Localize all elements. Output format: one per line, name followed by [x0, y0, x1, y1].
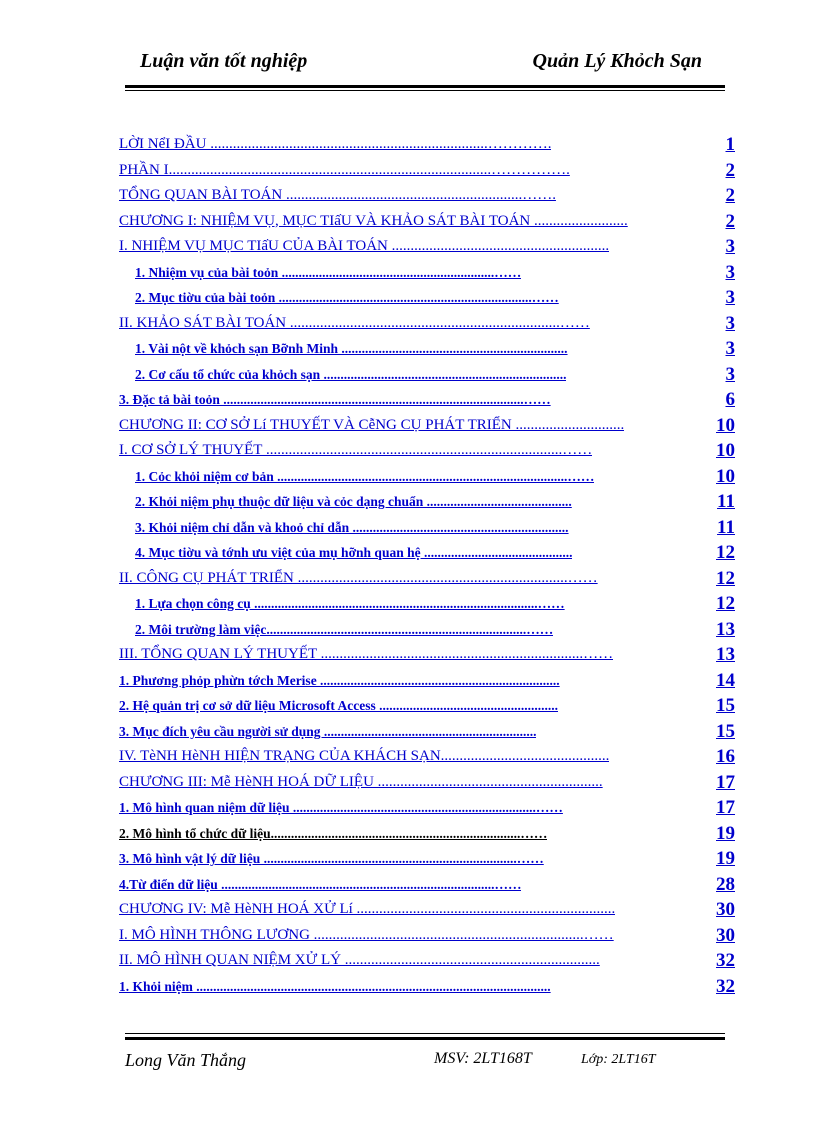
toc-page-number[interactable]: 2: [725, 210, 735, 232]
toc-page-number[interactable]: 32: [716, 975, 735, 997]
toc-entry[interactable]: [119, 489, 735, 515]
toc-page-number[interactable]: 3: [725, 338, 735, 359]
toc-entry-link[interactable]: II. KHẢO SÁT BÀI TOÁN ........................................................................……: [119, 314, 590, 331]
toc-entry-link[interactable]: IV. TèNH HèNH HIỆN TRẠNG CỦA KHÁCH SẠN.............................................: [119, 748, 610, 764]
toc-entry[interactable]: [119, 744, 735, 770]
toc-page-number[interactable]: 15: [716, 720, 735, 742]
toc-entry[interactable]: [119, 591, 735, 617]
toc-entry-link[interactable]: 3. Khỏi niệm chỉ dẫn và khoỏ chỉ dẫn ................................................................: [135, 519, 569, 535]
toc-entry[interactable]: [119, 770, 735, 796]
toc-page-number[interactable]: 15: [716, 695, 735, 716]
toc-entry[interactable]: [119, 311, 735, 337]
toc-entry-link[interactable]: CHƯƠNG II: CƠ SỞ Lí THUYẾT VÀ CễNG CỤ PHÁT TRIỂN .............................: [119, 416, 625, 433]
toc-page-number[interactable]: 14: [716, 669, 735, 691]
toc-entry-link[interactable]: CHƯƠNG IV: Mễ HèNH HOÁ XỬ Lí .....................................................................: [119, 901, 616, 917]
toc-page-number[interactable]: 1: [725, 134, 735, 155]
toc-entry-link[interactable]: 4.Từ điển dữ liệu .................................................................................……: [119, 876, 522, 892]
toc-entry[interactable]: [119, 234, 735, 260]
toc-entry[interactable]: [119, 132, 735, 158]
toc-entry[interactable]: [119, 413, 735, 439]
toc-page-number[interactable]: 3: [725, 287, 735, 308]
toc-page-number[interactable]: 28: [716, 873, 735, 895]
footer-author: Long Văn Thắng: [125, 1050, 247, 1070]
page-header: [140, 50, 702, 78]
toc-page-number[interactable]: 3: [725, 312, 735, 334]
toc-entry[interactable]: [119, 438, 735, 464]
footer-class: Lớp: 2LT16T: [581, 1052, 656, 1067]
toc-page-number[interactable]: 32: [716, 950, 735, 971]
toc-entry[interactable]: [119, 693, 735, 719]
toc-entry[interactable]: [119, 183, 735, 209]
footer-student-id: MSV: 2LT168T: [434, 1050, 532, 1067]
toc-entry-link[interactable]: 2. Mô hình tổ chức dữ liệu..........................................................................……: [119, 825, 548, 841]
toc-entry-link[interactable]: 2. Cơ cấu tổ chức của khỏch sạn ........................................................................: [135, 366, 567, 382]
toc-entry-link[interactable]: CHƯƠNG I: NHIỆM VỤ, MỤC TIấU VÀ KHẢO SÁT BÀI TOÁN .........................: [119, 212, 628, 229]
toc-entry[interactable]: [119, 821, 735, 847]
toc-entry[interactable]: [119, 974, 735, 1000]
toc-entry[interactable]: [119, 336, 735, 362]
toc-entry[interactable]: [119, 362, 735, 388]
toc-page-number[interactable]: 30: [716, 899, 735, 920]
footer-rule-thick: [125, 1037, 725, 1040]
toc-page-number[interactable]: 10: [716, 440, 735, 461]
toc-page-number[interactable]: 16: [716, 746, 735, 767]
header-rule-thin: [125, 90, 725, 91]
page-footer: [125, 1050, 725, 1074]
table-of-contents: [119, 132, 735, 999]
toc-page-number[interactable]: 12: [716, 542, 735, 563]
toc-entry[interactable]: [119, 719, 735, 745]
footer-rule-thin: [125, 1033, 725, 1034]
toc-entry[interactable]: [119, 642, 735, 668]
toc-entry[interactable]: [119, 387, 735, 413]
toc-entry-link[interactable]: 1. Lựa chọn công cụ ....................................................................................……: [135, 596, 565, 611]
toc-entry-link[interactable]: 2. Khỏi niệm phụ thuộc dữ liệu và cỏc dạng chuẩn ...........................................: [135, 494, 572, 509]
toc-entry-link[interactable]: PHẦN I......................................................................................…………….: [119, 161, 570, 178]
toc-entry-link[interactable]: LỜI NểI ĐẦU ..........................................................................………….: [119, 136, 552, 152]
toc-entry-link[interactable]: I. MÔ HÌNH THÔNG LƯƠNG ........................................................................……: [119, 926, 614, 943]
toc-page-number[interactable]: 12: [716, 567, 735, 589]
toc-entry-link[interactable]: 3. Mô hình vật lý dữ liệu ...........................................................................……: [119, 851, 544, 866]
toc-page-number[interactable]: 3: [725, 363, 735, 385]
toc-entry[interactable]: [119, 948, 735, 974]
toc-page-number[interactable]: 13: [716, 618, 735, 640]
toc-entry-link[interactable]: 1. Khỏi niệm .........................................................................................................: [119, 978, 551, 994]
toc-entry-link[interactable]: II. MÔ HÌNH QUAN NIỆM XỬ LÝ ....................................................................: [119, 952, 600, 968]
toc-entry-link[interactable]: 2. Hệ quản trị cơ sở dữ liệu Microsoft Access .....................................................: [119, 698, 559, 713]
toc-entry[interactable]: [119, 668, 735, 694]
header-thesis-title: Luận văn tốt nghiệp: [140, 50, 308, 72]
toc-entry-link[interactable]: 1. Cỏc khỏi niệm cơ bản ......................................................................................……: [135, 468, 595, 484]
toc-entry[interactable]: [119, 515, 735, 541]
toc-entry[interactable]: [119, 209, 735, 235]
toc-entry-link[interactable]: 4. Mục tiờu và tớnh ưu việt của mụ hỡnh quan hệ ............................................: [135, 545, 573, 560]
toc-entry[interactable]: [119, 260, 735, 286]
toc-entry[interactable]: [119, 872, 735, 898]
toc-entry-link[interactable]: III. TỔNG QUAN LÝ THUYẾT ......................................................................……: [119, 646, 614, 662]
toc-page-number[interactable]: 10: [716, 465, 735, 487]
toc-page-number[interactable]: 11: [717, 516, 735, 538]
toc-entry-link[interactable]: CHƯƠNG III: Mễ HèNH HOÁ DỮ LIỆU ............................................................: [119, 773, 603, 790]
toc-page-number[interactable]: 19: [716, 822, 735, 844]
toc-entry[interactable]: [119, 617, 735, 643]
toc-entry-link[interactable]: II. CÔNG CỤ PHÁT TRIỂN ........................................................................……: [119, 569, 598, 586]
toc-entry[interactable]: [119, 897, 735, 923]
toc-page-number[interactable]: 3: [725, 261, 735, 283]
toc-entry-link[interactable]: TỔNG QUAN BÀI TOÁN ...............................................................…….: [119, 187, 556, 203]
toc-entry-link[interactable]: 1. Phương phỏp phừn tớch Merise .......................................................................: [119, 672, 560, 688]
toc-page-number[interactable]: 13: [716, 644, 735, 665]
toc-page-number[interactable]: 11: [717, 491, 735, 512]
toc-entry-link[interactable]: 3. Đặc tả bài toỏn .........................................................................................……: [119, 392, 551, 407]
toc-page-number[interactable]: 17: [716, 771, 735, 793]
toc-entry[interactable]: [119, 846, 735, 872]
toc-entry[interactable]: [119, 285, 735, 311]
toc-entry-link[interactable]: 1. Nhiệm vụ của bài toỏn ...............................................................……: [135, 264, 522, 280]
toc-entry-link[interactable]: 1. Vài nột về khỏch sạn Bỡnh Minh ...................................................................: [135, 341, 568, 356]
toc-page-number[interactable]: 2: [725, 185, 735, 206]
toc-page-number[interactable]: 17: [716, 797, 735, 818]
toc-entry-link[interactable]: 2. Môi trường làm việc.............................................................................……: [135, 621, 554, 637]
toc-page-number[interactable]: 6: [725, 389, 735, 410]
toc-page-number[interactable]: 10: [716, 414, 735, 436]
toc-entry-link[interactable]: 3. Mục đích yêu cầu người sử dụng ...............................................................: [119, 723, 537, 739]
toc-page-number[interactable]: 30: [716, 924, 735, 946]
toc-entry[interactable]: [119, 923, 735, 949]
toc-page-number[interactable]: 12: [716, 593, 735, 614]
toc-page-number[interactable]: 3: [725, 236, 735, 257]
toc-entry[interactable]: [119, 566, 735, 592]
toc-entry[interactable]: [119, 795, 735, 821]
toc-entry-link[interactable]: I. NHIỆM VỤ MỤC TIấU CỦA BÀI TOÁN ..........................................................: [119, 238, 610, 254]
toc-entry[interactable]: [119, 464, 735, 490]
toc-entry[interactable]: [119, 540, 735, 566]
header-project-title: Quản Lý Khỏch Sạn: [532, 50, 702, 72]
header-rule-thick: [125, 85, 725, 88]
toc-entry-link[interactable]: 2. Mục tiờu của bài toỏn ...........................................................................……: [135, 290, 559, 305]
toc-entry[interactable]: [119, 158, 735, 184]
toc-page-number[interactable]: 2: [725, 159, 735, 181]
toc-entry-link[interactable]: I. CƠ SỞ LÝ THUYẾT ...............................................................................……: [119, 442, 593, 458]
toc-entry-link[interactable]: 1. Mô hình quan niệm dữ liệu ........................................................................……: [119, 800, 563, 815]
toc-page-number[interactable]: 19: [716, 848, 735, 869]
